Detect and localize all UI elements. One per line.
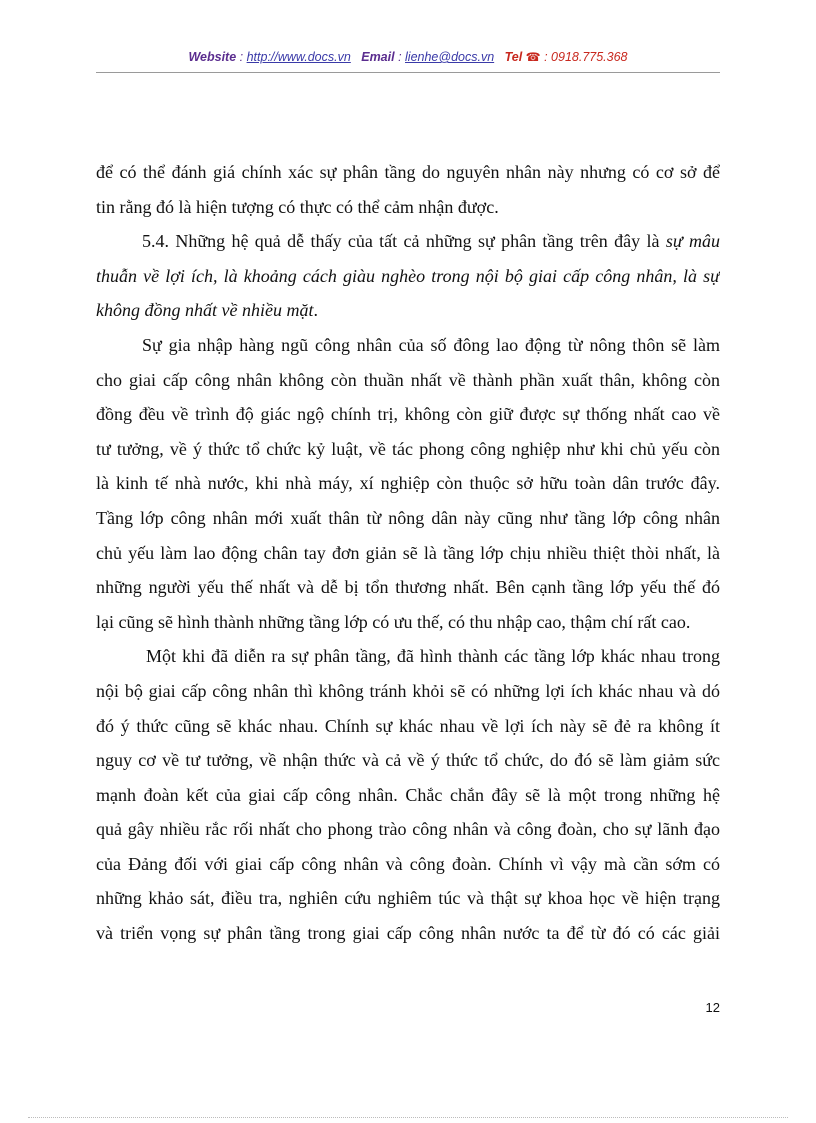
email-label: Email [361,50,395,64]
text-line: tin rằng đó là hiện tượng có thực có thể cảm nhận được. [96,196,499,217]
text-line: tư tưởng, về ý thức tổ chức kỷ luật, về tác phong công nghiệp như khi chủ yếu còn [96,438,720,459]
emphasis-line: thuẫn về lợi ích, là khoảng cách giàu nghèo trong nội bộ giai cấp công nhân, là sự [96,265,720,286]
document-body [96,155,720,951]
text-line: lại cũng sẽ hình thành những tầng lớp có ưu thế, có thu nhập cao, thậm chí rất cao. [96,611,691,632]
text-line: đồng đều về trình độ giác ngộ chính trị, không còn giữ được sự thống nhất cao về [96,404,720,425]
text-line: nội bộ giai cấp công nhân thì không tránh khỏi sẽ có những lợi ích khác nhau và dó [96,680,720,701]
emphasis-text: không đồng nhất về nhiều mặt [96,300,314,321]
tel-label: Tel [504,50,523,64]
footer-divider [28,1117,788,1118]
text-line: nguy cơ về tư tưởng, về nhận thức và cả về ý thức tổ chức, do đó sẽ làm giảm sức [96,750,720,771]
text-line: quả gây nhiều rắc rối nhất cho phong trào công nhân và công đoàn, cho sự lãnh đạo [96,819,720,840]
website-separator: : [236,50,247,64]
section-text: 5.4. Những hệ quả dễ thấy của tất cả những sự phân tầng trên đây là [142,231,666,252]
text-line: đó ý thức cũng sẽ khác nhau. Chính sự khác nhau về lợi ích này sẽ đẻ ra không ít [96,715,720,736]
period-text: . [313,300,318,321]
text-line: là kinh tế nhà nước, khi nhà máy, xí nghiệp còn thuộc sở hữu toàn dân trước đây. [96,473,720,494]
text-line: Tầng lớp công nhân mới xuất thân từ nông dân này cũng như tầng lớp công nhân [96,507,720,528]
phone-separator: : [540,50,552,64]
text-line [96,224,720,259]
text-line: mạnh đoàn kết của giai cấp công nhân. Chắc chắn đây sẽ là một trong những hệ [96,784,720,805]
emphasis-text: sự mâu [665,231,720,252]
text-line: để có thể đánh giá chính xác sự phân tầng do nguyên nhân này nhưng có cơ sở để [96,162,720,182]
website-link[interactable]: http://www.docs.vn [246,50,351,64]
website-label: Website [188,50,237,64]
text-line [96,293,720,328]
page-number: 12 [705,1000,720,1015]
page-header [96,50,720,64]
phone-number: 0918.775.368 [551,50,628,64]
text-line: những khảo sát, điều tra, nghiên cứu nghiêm túc và thật sự khoa học về hiện trạng [96,888,720,909]
text-line: Sự gia nhập hàng ngũ công nhân của số đông lao động từ nông thôn sẽ làm [142,334,720,355]
text-line: của Đảng đối với giai cấp công nhân và công đoàn. Chính vì vậy mà cần sớm có [96,853,720,874]
text-line: cho giai cấp công nhân không còn thuần nhất về thành phần xuất thân, không còn [96,369,720,390]
text-line: những người yếu thế nhất và dễ bị tổn thương nhất. Bên cạnh tầng lớp yếu thế đó [96,577,720,598]
header-divider [96,72,720,73]
text-line: và triển vọng sự phân tầng trong giai cấp công nhân nước ta để từ đó có các giải [96,923,720,944]
text-line: chủ yếu làm lao động chân tay đơn giản sẽ là tầng lớp chịu nhiều thiệt thòi nhất, là [96,542,720,563]
text-line: Một khi đã diễn ra sự phân tầng, đã hình thành các tầng lớp khác nhau trong [146,646,720,667]
phone-icon: ☎ [525,50,541,64]
email-link[interactable]: lienhe@docs.vn [405,50,495,64]
email-separator: : [394,50,406,64]
